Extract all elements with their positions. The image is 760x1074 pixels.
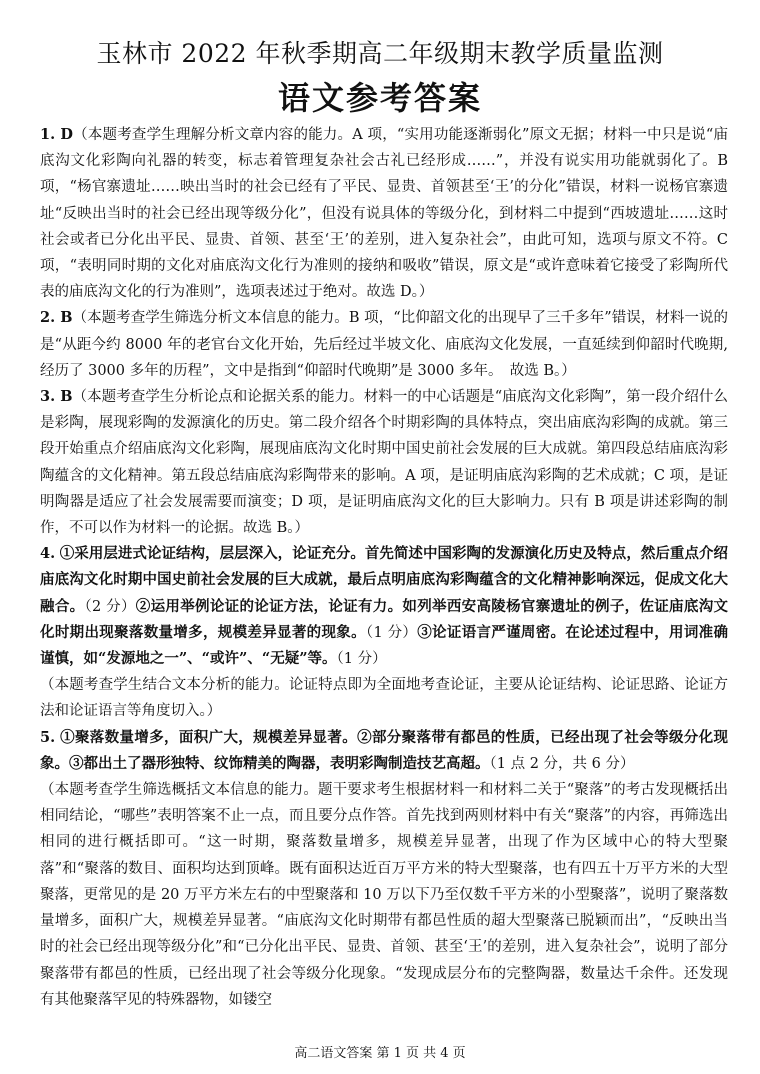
- answer-4-point-2: ②运用举例论证的论证方法，论证有力。如列举西安高陵杨官寨遗址的例子，佐证庙底沟文化时期出现聚落数量增多，规模差异显著的现象。: [40, 597, 729, 641]
- answer-5-points: ①聚落数量增多，面积广大，规模差异显著。②部分聚落带有都邑的性质，已经出现了社会等级分化现象。③都出土了器形独特、纹饰精美的陶器，表明彩陶制造技艺高超。: [40, 728, 729, 772]
- answer-5-note: （本题考查学生筛选概括文本信息的能力。题干要求考生根据材料一和材料二关于“聚落”的考古发现概括出相同结论，“哪些”表明答案不止一点，而且要分点作答。首先找到两则材料中有关“聚落”的内容，再筛选出相同的进行概括即可。“这一时期，聚落数量增多，规模差异显著，出现了作为区域中心的特大型聚落”和“聚落的数目、面积均达到顶峰。既有面积达近百万平方米的特大型聚落，也有四五十万平方米的大型聚落，更常见的是 20 万平方米左右的中型聚落和 10 万以下乃至仅数千平方米的小型聚落”，说明了聚落数量增多，面积广大，规模差异显著。“庙底沟文化时期带有都邑性质的超大型聚落已脱颖而出”，“反映出当时的社会已经出现等级分化”和“已分化出平民、显贵、首领、甚至‘王’的差别，进入复杂社会”，说明了部分聚落带有都邑的性质，已经出现了社会等级分化现象。“发现成层分布的完整陶器，数量达千余件。还发现有其他聚落罕见的特殊器物，如镂空: [40, 782, 728, 1008]
- answer-1-text: （本题考查学生理解分析文章内容的能力。A 项，“实用功能逐渐弱化”原文无据；材料一中只是说“庙底沟文化彩陶向礼器的转变，标志着管理复杂社会古礼已经形成……”，并没有说实用功能就弱化了。B 项，“杨官寨遗址……映出当时的社会已经有了平民、显贵、首领甚至‘王’的分化”错误，材料一说杨官寨遗址“反映出当时的社会已经出现等级分化”，但没有说具体的等级分化，到材料二中提到“西坡遗址……这时社会或者已分化出平民、显贵、首领、甚至‘王’的差别，进入复杂社会”，由此可知，选项与原文不符。C 项，“表明同时期的文化对庙底沟文化行为准则的接纳和吸收”错误，原文是“或许意味着它接受了彩陶所代表的庙底沟文化的行为准则”，选项表述过于绝对。故选 D。）: [40, 127, 728, 301]
- answer-4-point-3: ③论证语言严谨周密。在论述过程中，用词准确谨慎，如“发源地之一”、“或许”、“无疑”等。: [40, 623, 728, 668]
- page-footer: 高二语文答案 第 1 页 共 4 页: [294, 1046, 466, 1061]
- answer-1-number: 1. D: [40, 126, 73, 143]
- answer-4-point-1: ①采用层进式论证结构，层层深入，论证充分。首先简述中国彩陶的发源演化历史及特点，然后重点介绍庙底沟文化时期中国史前社会发展的巨大成就，最后点明庙底沟彩陶蕴含的文化精神影响深远，促成文化大融合。: [40, 545, 728, 615]
- answer-4-number: 4.: [40, 545, 56, 563]
- answer-2-number: 2. B: [40, 309, 73, 327]
- answer-4-point-1-score: （2 分）: [84, 598, 136, 615]
- document-title: 玉林市 2022 年秋季期高二年级期末教学质量监测: [96, 39, 664, 68]
- answer-1: [40, 122, 728, 305]
- answer-2: [40, 305, 728, 384]
- answer-3-text: （本题考查学生分析论点和论据关系的能力。材料一的中心话题是“庙底沟文化彩陶”，第一段介绍什么是彩陶，展现彩陶的发源演化的历史。第二段介绍各个时期彩陶的具体特点，突出庙底沟彩陶的成就。第三段开始重点介绍庙底沟文化彩陶，展现庙底沟文化时期中国史前社会发展的巨大成就。第四段总结庙底沟彩陶蕴含的文化精神。第五段总结庙底沟彩陶带来的影响。A 项，是证明庙底沟彩陶的艺术成就；C 项，是证明陶器是适应了社会发展需要而演变；D 项，是证明庙底沟文化的巨大影响力。只有 B 项是讲述彩陶的制作，不可以作为材料一的论据。故选 B。）: [40, 389, 728, 537]
- answer-5: [40, 725, 728, 777]
- answer-2-text: （本题考查学生筛选分析文本信息的能力。B 项，“比仰韶文化的出现早了三千多年”错误，材料一说的是“从距今约 8000 年的老官台文化开始，先后经过半坡文化、庙底沟文化发展，一直延续到仰韶时代晚期,经历了 3000 多年的历程”，文中是指到“仰韶时代晚期”是 3000 多年。 故选 B。）: [40, 310, 728, 379]
- answer-3: [40, 384, 728, 541]
- answer-3-number: 3. B: [40, 388, 73, 406]
- answer-content: [40, 122, 728, 1013]
- answer-4-note: （本题考查学生结合文本分析的能力。论证特点即为全面地考查论证，主要从论证结构、论证思路、论证方法和论证语言等角度切入。）: [40, 677, 728, 720]
- answer-5-number: 5.: [40, 728, 56, 746]
- answer-4: [40, 541, 728, 672]
- document-subtitle: 语文参考答案: [277, 79, 482, 117]
- answer-4-point-2-score: （1 分）: [365, 624, 418, 641]
- answer-4-point-3-score: （1 分）: [336, 651, 387, 668]
- answer-5-score: （1 点 2 分，共 6 分）: [489, 755, 635, 772]
